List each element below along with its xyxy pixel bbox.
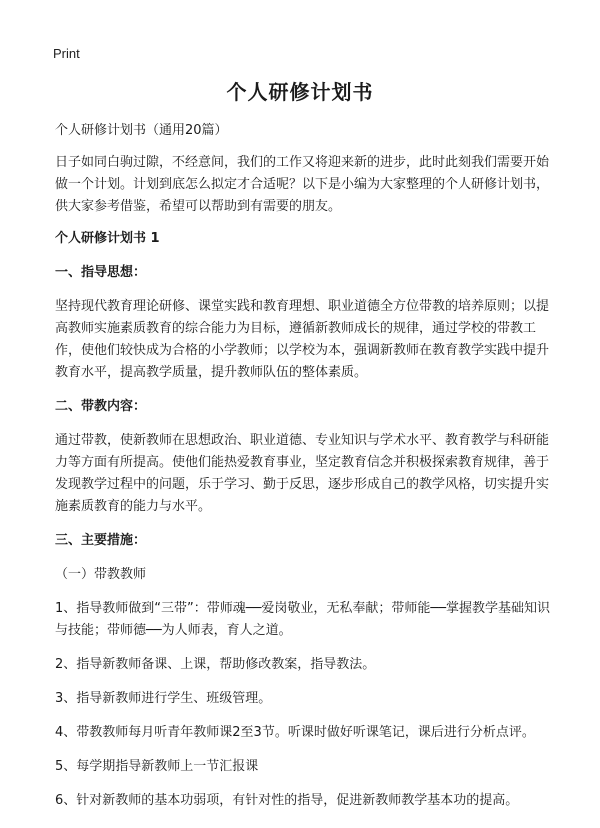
intro-paragraph: 日子如同白驹过隙，不经意间，我们的工作又将迎来新的进步，此时此刻我们需要开始做一个计划。计划到底怎么拟定才合适呢？以下是小编为大家整理的个人研修计划书，供大家参考借鉴，希望可以帮助到有需要的朋友。 (55, 155, 550, 214)
list-item: 2、指导新教师备课、上课，帮助修改教案，指导教法。 (55, 657, 376, 672)
section-title: 个人研修计划书 1 (55, 231, 160, 246)
document-subtitle: 个人研修计划书（通用20篇） (55, 123, 228, 138)
list-item: 4、带教教师每月听青年教师课2至3节。听课时做好听课笔记，课后进行分析点评。 (55, 725, 535, 740)
print-link[interactable]: Print (53, 46, 80, 61)
subheading-mentor-teachers: （一）带教教师 (55, 567, 147, 582)
heading-mentoring-content: 二、带教内容： (55, 399, 147, 414)
page-title: 个人研修计划书 (226, 80, 374, 104)
list-item: 6、针对新教师的基本功弱项，有针对性的指导，促进新教师教学基本功的提高。 (55, 793, 519, 808)
list-item: 3、指导新教师进行学生、班级管理。 (55, 691, 272, 706)
heading-main-measures: 三、主要措施： (55, 533, 147, 548)
list-item: 5、每学期指导新教师上一节汇报课 (55, 759, 259, 774)
heading-guiding-ideology: 一、指导思想： (55, 265, 147, 280)
paragraph-mentoring-content: 通过带教，使新教师在思想政治、职业道德、专业知识与学术水平、教育教学与科研能力等方面有所提高。使他们能热爱教育事业，坚定教育信念并积极探索教育规律，善于发现教学过程中的问题，乐于学习、勤于反思，逐步形成自己的教学风格，切实提升实施素质教育的能力与水平。 (55, 433, 550, 514)
paragraph-guiding-ideology: 坚持现代教育理论研修、课堂实践和教育理想、职业道德全方位带教的培养原则；以提高教师实施素质教育的综合能力为目标，遵循新教师成长的规律，通过学校的带教工作，使他们较快成为合格的小学教师；以学校为本，强调新教师在教育教学实践中提升教育水平，提高教学质量，提升教师队伍的整体素质。 (55, 299, 550, 380)
document-body (55, 120, 555, 824)
list-item: 1、指导教师做到“三带”：带师魂──爱岗敬业，无私奉献；带师能──掌握教学基础知识与技能；带师德──为人师表，育人之道。 (55, 601, 551, 638)
